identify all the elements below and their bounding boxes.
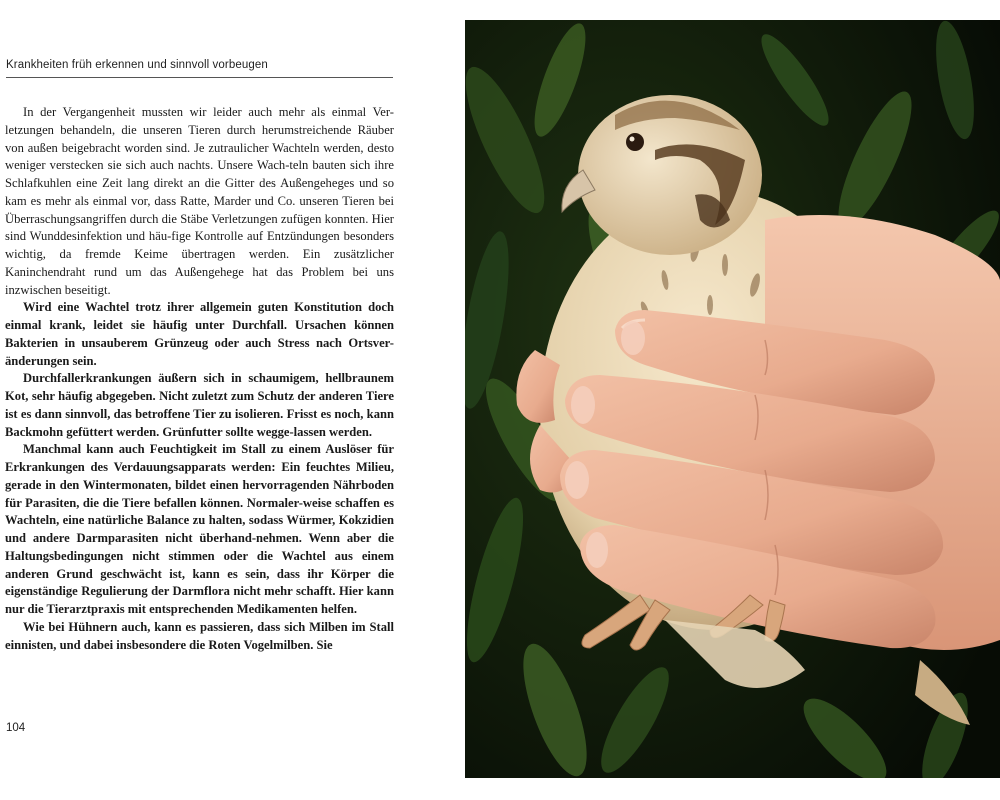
quail-photo bbox=[465, 20, 1000, 778]
page-number: 104 bbox=[6, 722, 26, 734]
paragraph: Wie bei Hühnern auch, kann es passieren, dass sich Milben im Stall einnisten, und dabei insbesondere die Roten Vogelmilben. Sie bbox=[5, 619, 394, 652]
paragraph: In der Vergangenheit mussten wir leider auch mehr als einmal Ver-letzungen behandeln, die unseren Tieren durch herumstreichende Räuber von außen beigebracht worden sind. Je zutraulicher Wachteln werden, desto weniger verstecken sie sich auch nachts. Unsere Wach-teln bauten sich ihre Schlafkuhlen eine Zeit lang direkt an die Gitter des Außengeheges und so kam es mehr als einmal vor, dass Ratte, Marder und Co. unseren Tieren bei Überraschungsangriffen durch die Stäbe Verletzungen zufügen konnten. Hier sind Wunddesinfektion und häu-fige Kontrolle auf Entzündungen besonders wichtig, da fremde Keime übertragen werden. Ein zusätzlicher Kaninchendraht rund um das Außengehege hat das Problem bei uns inzwischen beseitigt. bbox=[5, 105, 394, 297]
paragraph: Wird eine Wachtel trotz ihrer allgemein guten Konstitution doch einmal krank, leidet sie häufig unter Durchfall. Ursachen können Bakterien in unsauberem Grünzeug oder auch Stress nach Ortsver-änderungen sein. bbox=[5, 300, 394, 368]
paragraph: Durchfallerkrankungen äußern sich in schaumigem, hellbraunem Kot, sehr häufig abgegeben. Nicht zuletzt zum Schutz der anderen Tiere ist es dann sinnvoll, das betroffene Tier zu isolieren. Frisst es noch, kann Backmohn gefüttert werden. Grünfutter sollte wegge-lassen werden. bbox=[5, 371, 394, 439]
running-header: Krankheiten früh erkennen und sinnvoll vorbeugen bbox=[6, 59, 268, 71]
paragraph: Manchmal kann auch Feuchtigkeit im Stall zu einem Auslöser für Erkrankungen des Verdauungsapparats werden: Ein feuchtes Milieu, gerade in den Wintermonaten, bildet einen hervorragenden Nährboden für Parasiten, die die Tiere befallen können. Normaler-weise schaffen es Wachteln, eine natürliche Balance zu halten, sodass Würmer, Kokzidien und andere Darmparasiten nicht überhand-nehmen. Wenn aber die Haltungsbedingungen nicht stimmen oder die Wachtel aus einem anderen Grund geschwächt ist, kann es sein, dass ihr Körper die eigenständige Regulierung der Darmflora nicht mehr schafft. Hier kann nur die Tierarztpraxis mit entsprechenden Medikamenten helfen. bbox=[5, 442, 394, 616]
header-rule bbox=[6, 77, 393, 78]
quail-eye bbox=[626, 133, 644, 151]
body-text bbox=[5, 104, 394, 654]
